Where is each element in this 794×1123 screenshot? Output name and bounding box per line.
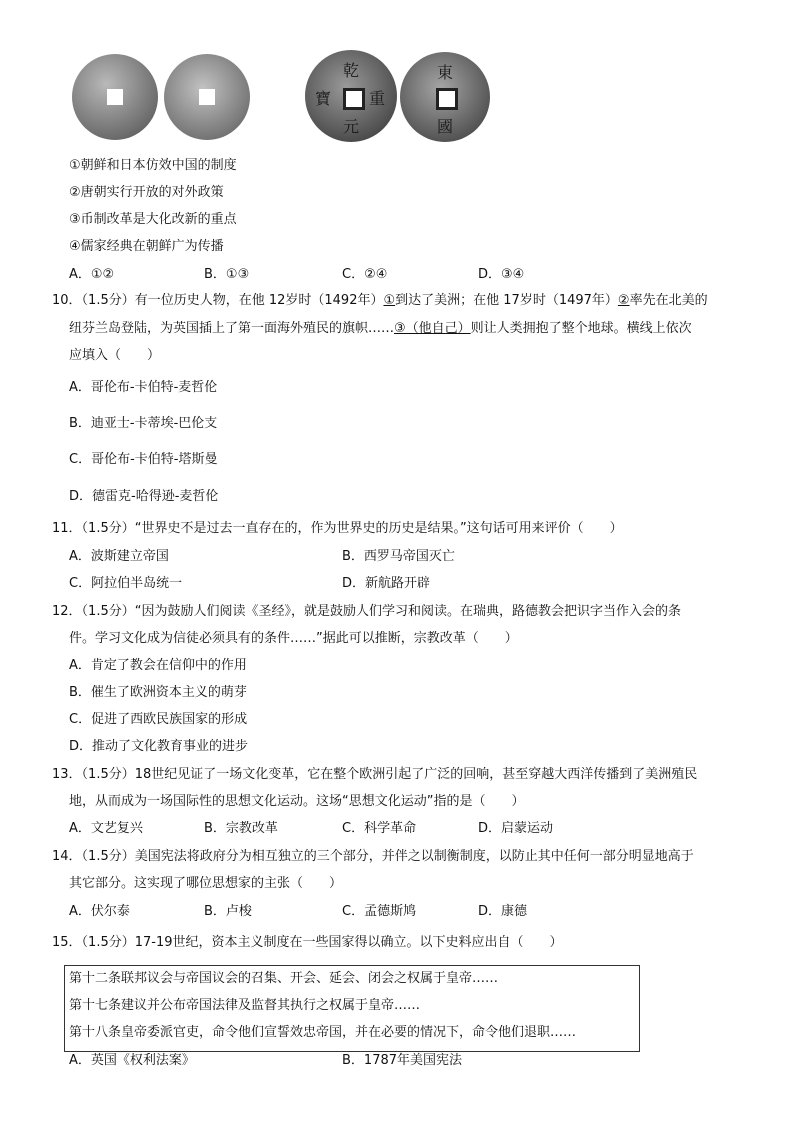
coin-image-4 <box>400 52 490 142</box>
q13-option-c[interactable]: C．科学革命 <box>342 821 417 836</box>
q9-statement-2: ②唐朝实行开放的对外政策 <box>69 185 224 200</box>
coin3-bottom-char: 元 <box>343 117 360 136</box>
q14-option-d[interactable]: D．康德 <box>478 904 528 919</box>
q15-option-b[interactable]: B．1787年美国宪法 <box>342 1053 463 1068</box>
q10-option-a[interactable]: A．哥伦布-卡伯特-麦哲伦 <box>69 380 218 395</box>
q10-stem-line2 <box>69 320 692 337</box>
q9-option-c[interactable]: C．②④ <box>342 267 388 282</box>
coin3-right-char: 重 <box>369 89 386 108</box>
q12-option-c[interactable]: C．促进了西欧民族国家的形成 <box>69 712 248 727</box>
q12-option-b[interactable]: B．催生了欧洲资本主义的萌芽 <box>69 685 247 700</box>
q14-stem-line2: 其它部分。这实现了哪位思想家的主张（ ） <box>69 876 343 891</box>
q15-source-line2: 第十七条建议并公布帝国法律及监督其执行之权属于皇帝…… <box>69 998 421 1013</box>
q14-option-a[interactable]: A．伏尔泰 <box>69 904 130 919</box>
coin4-top-char: 東 <box>437 63 454 82</box>
q10-text: 到达了美洲；在他 17岁时（1497年） <box>395 293 618 308</box>
q14-stem-line1: 14．（1.5分）美国宪法将政府分为相互独立的三个部分，并伴之以制衡制度，以防止其中任何一部分明显地高于 <box>52 849 694 864</box>
q13-option-b[interactable]: B．宗教改革 <box>204 821 278 836</box>
q11-option-a[interactable]: A．波斯建立帝国 <box>69 549 169 564</box>
q10-option-c[interactable]: C．哥伦布-卡伯特-塔斯曼 <box>69 452 218 467</box>
q10-text: 10．（1.5分）有一位历史人物，在他 12岁时（1492年） <box>52 293 384 308</box>
coin-image-3 <box>305 50 397 142</box>
q11-stem: 11．（1.5分）“世界史不是过去一直存在的，作为世界史的历史是结果。”这句话可用来评价（ ） <box>52 521 623 536</box>
q10-text: 率先在北美的 <box>629 293 708 308</box>
coin-image-2 <box>164 54 250 140</box>
q14-option-b[interactable]: B．卢梭 <box>204 904 252 919</box>
q10-blank-2: ② <box>617 293 630 308</box>
q11-option-d[interactable]: D．新航路开辟 <box>342 576 431 591</box>
q13-option-d[interactable]: D．启蒙运动 <box>478 821 554 836</box>
q10-text: 纽芬兰岛登陆，为英国插上了第一面海外殖民的旗帜…… <box>69 321 395 336</box>
q10-blank-3: ③（他自己） <box>394 321 471 336</box>
q9-statement-4: ④儒家经典在朝鲜广为传播 <box>69 239 224 254</box>
q11-option-c[interactable]: C．阿拉伯半岛统一 <box>69 576 183 591</box>
q10-text: 则让人类拥抱了整个地球。横线上依次 <box>470 321 692 336</box>
q9-option-d[interactable]: D．③④ <box>478 267 525 282</box>
q13-stem-line2: 地，从而成为一场国际性的思想文化运动。这场“思想文化运动”指的是（ ） <box>69 794 525 809</box>
q9-option-b[interactable]: B．①③ <box>204 267 250 282</box>
coin4-bottom-char: 國 <box>437 117 454 136</box>
q10-option-b[interactable]: B．迪亚士-卡蒂埃-巴伦支 <box>69 416 218 431</box>
q12-stem-line2: 件。学习文化成为信徒必须具有的条件……”据此可以推断，宗教改革（ ） <box>69 631 518 646</box>
coins-illustration <box>72 50 492 146</box>
q9-statement-3: ③币制改革是大化改新的重点 <box>69 212 237 227</box>
q12-option-d[interactable]: D．推动了文化教育事业的进步 <box>69 739 249 754</box>
q10-stem-line1 <box>52 292 708 309</box>
q13-stem-line1: 13．（1.5分）18世纪见证了一场文化变革，它在整个欧洲引起了广泛的回响，甚至穿越大西洋传播到了美洲殖民 <box>52 767 698 782</box>
coin-image-1 <box>72 54 158 140</box>
q15-source-line1: 第十二条联邦议会与帝国议会的召集、开会、延会、闭会之权属于皇帝…… <box>69 971 499 986</box>
q15-stem: 15．（1.5分）17-19世纪，资本主义制度在一些国家得以确立。以下史料应出自（ ） <box>52 935 563 950</box>
q12-option-a[interactable]: A．肯定了教会在信仰中的作用 <box>69 658 247 673</box>
q13-option-a[interactable]: A．文艺复兴 <box>69 821 143 836</box>
coin3-top-char: 乾 <box>343 61 360 80</box>
q15-source-line3: 第十八条皇帝委派官吏，命令他们宣誓效忠帝国，并在必要的情况下，命令他们退职…… <box>69 1025 577 1040</box>
q10-option-d[interactable]: D．德雷克-哈得逊-麦哲伦 <box>69 489 219 504</box>
q12-stem-line1: 12．（1.5分）“因为鼓励人们阅读《圣经》，就是鼓励人们学习和阅读。在瑞典，路德教会把识字当作入会的条 <box>52 604 681 619</box>
q11-option-b[interactable]: B．西罗马帝国灭亡 <box>342 549 455 564</box>
q10-stem-line3: 应填入（ ） <box>69 348 161 363</box>
coin3-left-char: 寶 <box>315 89 332 108</box>
q10-blank-1: ① <box>383 293 396 308</box>
q15-option-a[interactable]: A．英国《权利法案》 <box>69 1053 195 1068</box>
q9-option-a[interactable]: A．①② <box>69 267 115 282</box>
q14-option-c[interactable]: C．孟德斯鸠 <box>342 904 417 919</box>
q9-statement-1: ①朝鲜和日本仿效中国的制度 <box>69 158 237 173</box>
